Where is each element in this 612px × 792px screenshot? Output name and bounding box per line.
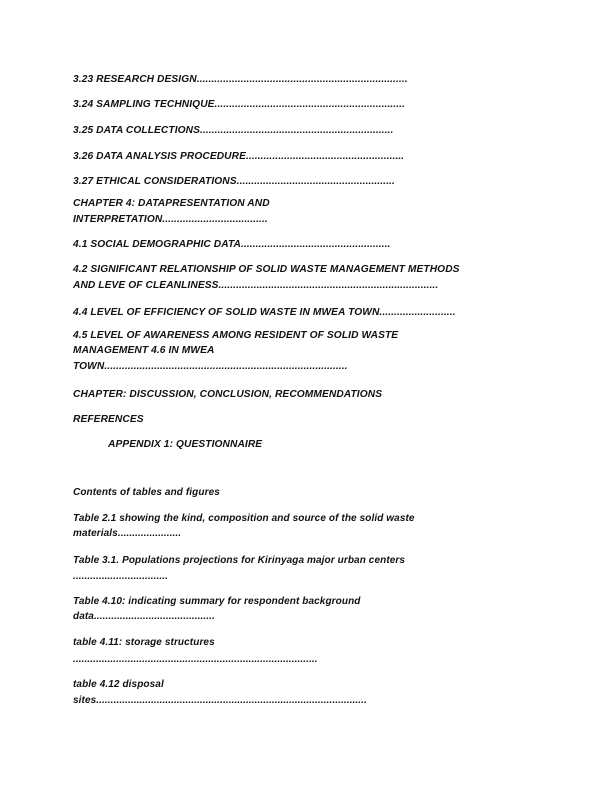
table-entry-4-11: table 4.11: storage structures (73, 637, 215, 648)
toc-entry-4-5-cont2: TOWN................................................................................... (73, 361, 348, 372)
toc-entry-4-4: 4.4 LEVEL OF EFFICIENCY OF SOLID WASTE IN MWEA TOWN.......................... (73, 307, 456, 318)
table-entry-4-12-cont: sites.............................................................................................. (73, 695, 367, 706)
toc-entry-chapter-4: CHAPTER 4: DATAPRESENTATION AND (73, 198, 270, 209)
table-entry-2-1-cont: materials...................... (73, 528, 182, 539)
toc-entry-chapter-4-cont: INTERPRETATION.................................... (73, 214, 268, 225)
toc-entry-4-1: 4.1 SOCIAL DEMOGRAPHIC DATA................................................... (73, 239, 391, 250)
toc-entry-3-23: 3.23 RESEARCH DESIGN........................................................................ (73, 74, 408, 85)
table-entry-4-11-cont: ..................................................................................... (73, 654, 318, 665)
toc-entry-appendix: APPENDIX 1: QUESTIONNAIRE (108, 439, 263, 450)
table-entry-4-12: table 4.12 disposal (73, 679, 164, 690)
toc-entry-4-2: 4.2 SIGNIFICANT RELATIONSHIP OF SOLID WASTE MANAGEMENT METHODS (73, 264, 460, 275)
toc-entry-references: REFERENCES (73, 414, 144, 425)
toc-entry-3-27: 3.27 ETHICAL CONSIDERATIONS...................................................... (73, 176, 395, 187)
table-entry-3-1: Table 3.1. Populations projections for Kirinyaga major urban centers (73, 555, 406, 566)
toc-entry-3-25: 3.25 DATA COLLECTIONS.................................................................. (73, 125, 394, 136)
toc-entry-3-26: 3.26 DATA ANALYSIS PROCEDURE...................................................... (73, 151, 405, 162)
toc-entry-4-5-cont: MANAGEMENT 4.6 IN MWEA (73, 345, 215, 356)
table-entry-4-10: Table 4.10: indicating summary for respondent background (73, 596, 361, 607)
toc-entry-4-2-cont: AND LEVE OF CLEANLINESS........................................................................... (73, 280, 439, 291)
table-entry-3-1-cont: ................................. (73, 571, 168, 582)
toc-entry-chapter-5: CHAPTER: DISCUSSION, CONCLUSION, RECOMMENDATIONS (73, 389, 383, 400)
tables-heading: Contents of tables and figures (73, 487, 220, 498)
table-entry-4-10-cont: data.......................................... (73, 611, 215, 622)
toc-entry-4-5: 4.5 LEVEL OF AWARENESS AMONG RESIDENT OF SOLID WASTE (73, 330, 399, 341)
table-entry-2-1: Table 2.1 showing the kind, composition and source of the solid waste (73, 513, 415, 524)
toc-entry-3-24: 3.24 SAMPLING TECHNIQUE................................................................. (73, 99, 406, 110)
